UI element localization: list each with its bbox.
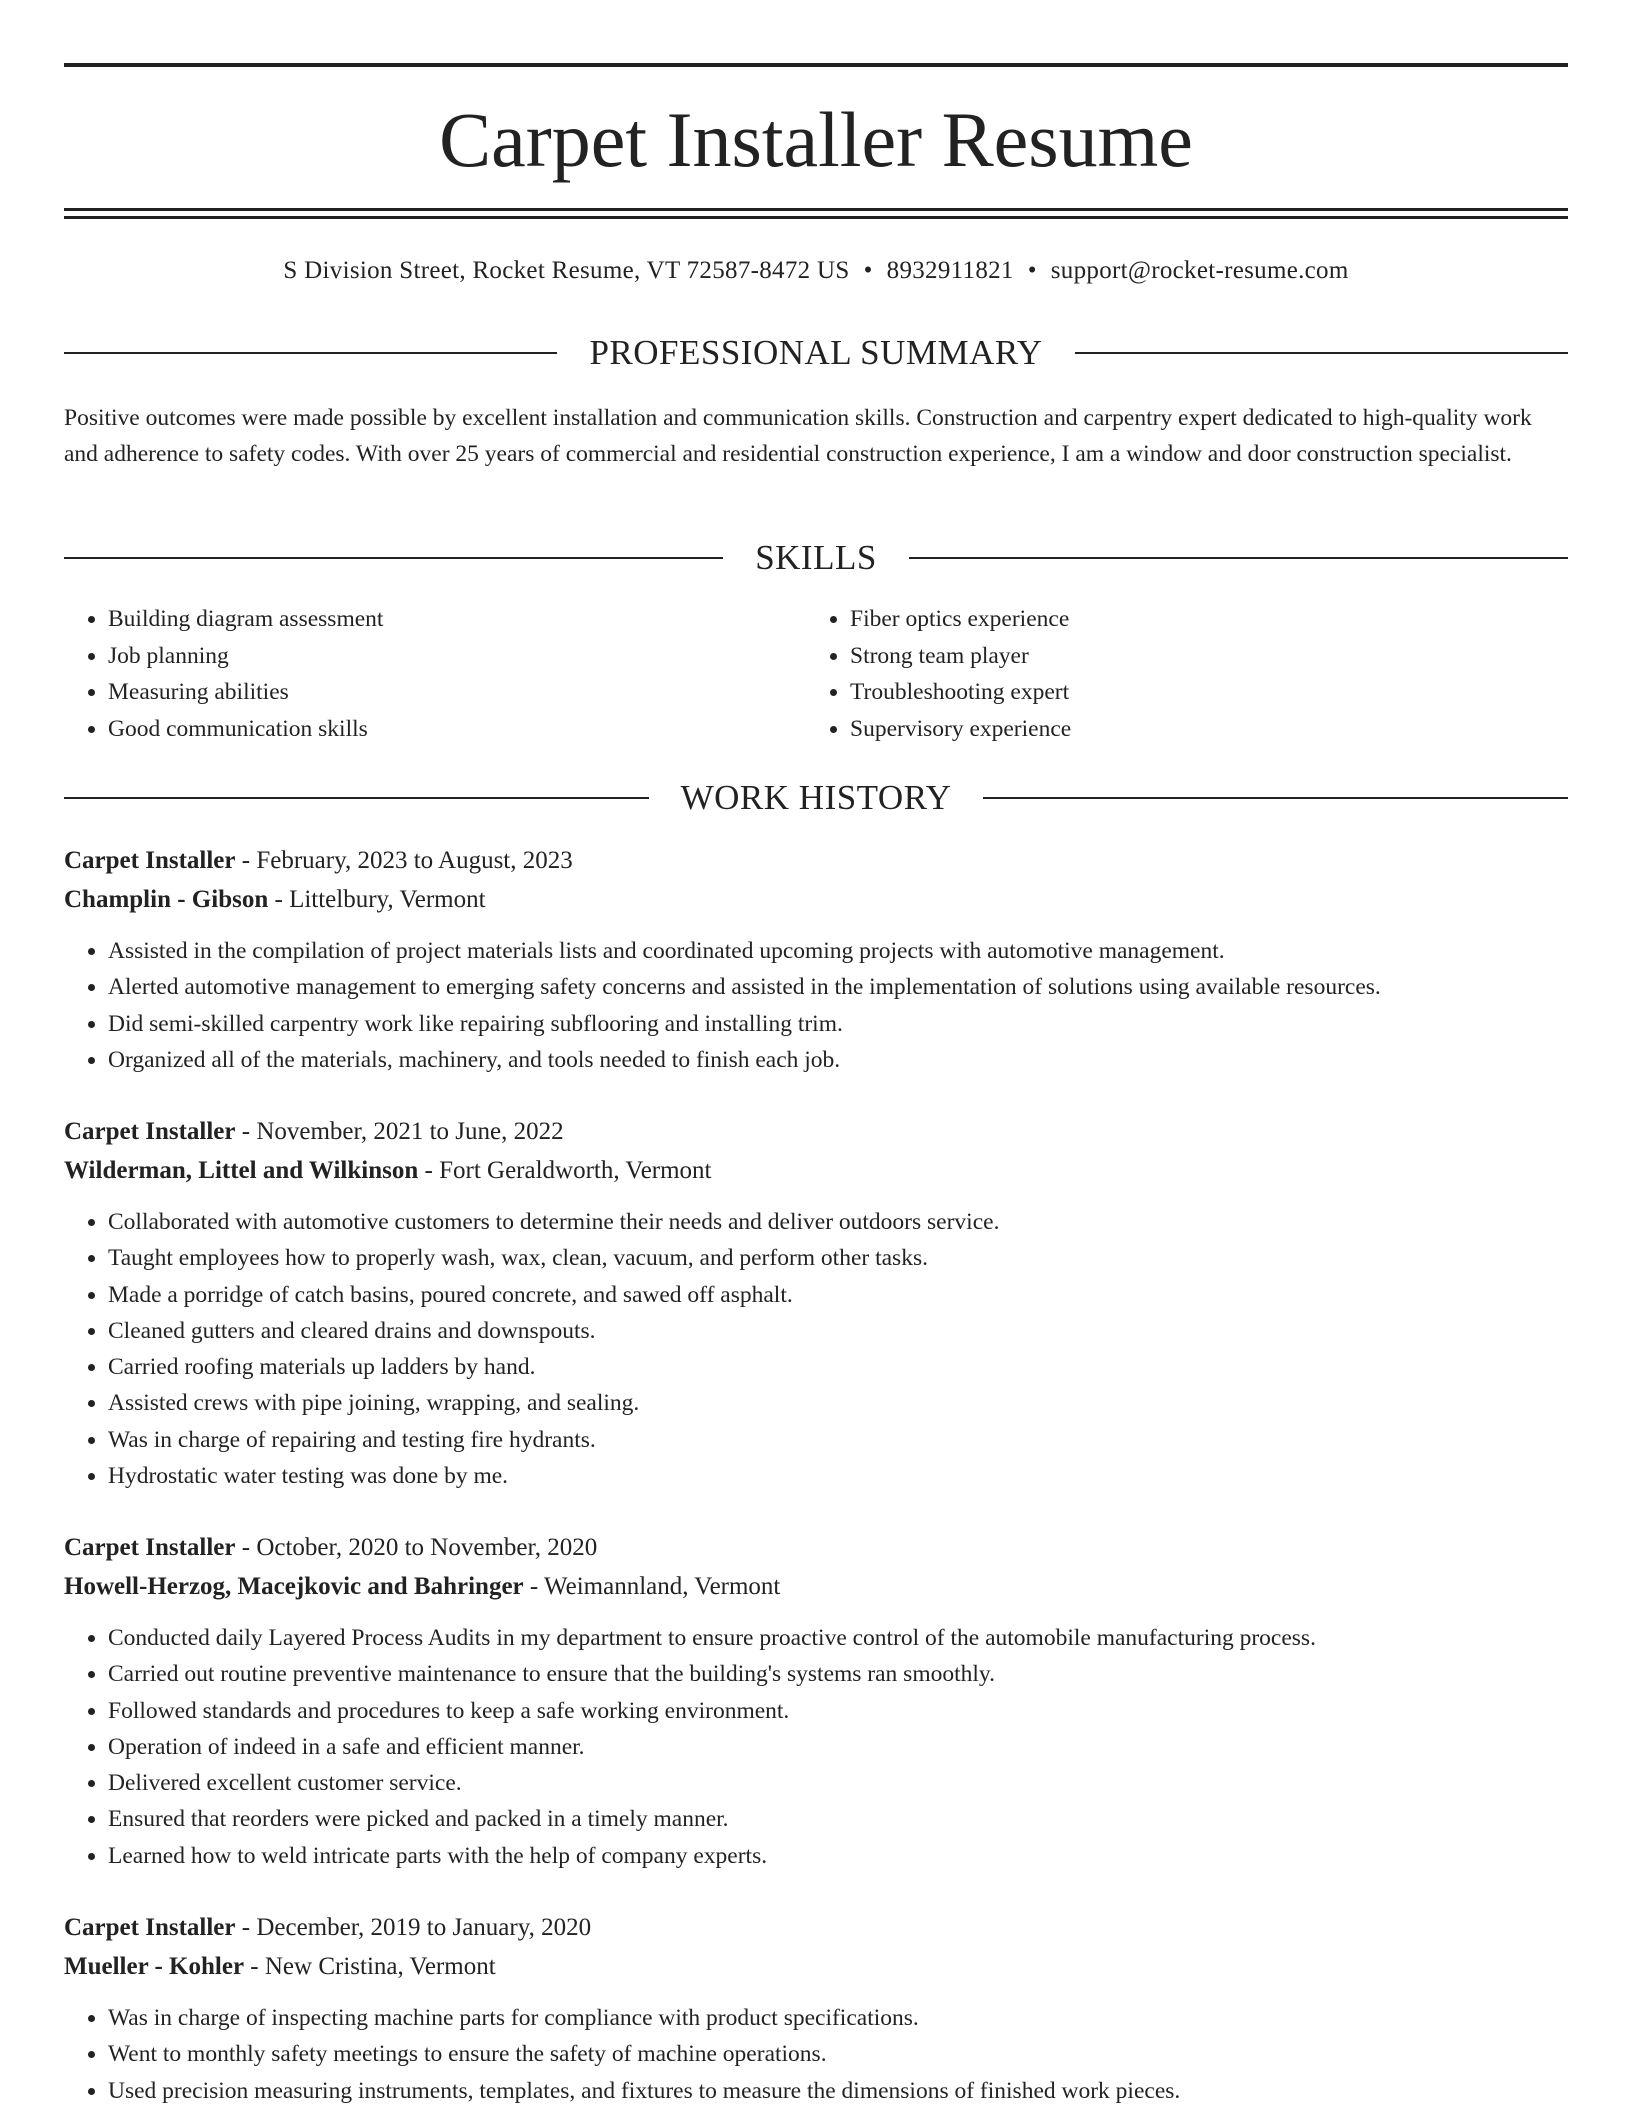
job-company: Howell-Herzog, Macejkovic and Bahringer (64, 1573, 524, 1600)
title-bottom-rule (64, 208, 1568, 211)
skill-item: • Measuring abilities (108, 674, 806, 711)
duty-item: • Was in charge of inspecting machine parts for compliance with product specifications. (108, 2000, 1568, 2036)
job-company-line (64, 1568, 1568, 1606)
section-heading-work-history (64, 776, 1568, 820)
title-bottom-rule-double (64, 216, 1568, 219)
duty-item: • Carried roofing materials up ladders by hand. (108, 1349, 1568, 1385)
section-rule-left (64, 797, 649, 799)
job-title-line (64, 842, 1568, 880)
contact-separator: • (863, 257, 873, 284)
duty-item: • Used precision measuring instruments, templates, and fixtures to measure the dimensions of finished work pieces. (108, 2073, 1568, 2109)
contact-email: support@rocket-resume.com (1050, 257, 1349, 284)
work-entry (64, 842, 1568, 1078)
skill-item: • Strong team player (850, 638, 1548, 675)
duty-item: • Learned how to weld intricate parts with the help of company experts. (108, 1838, 1568, 1874)
job-dates: - December, 2019 to January, 2020 (235, 1914, 592, 1941)
duty-item: • Alerted automotive management to emerging safety concerns and assisted in the implementation of solutions using available resources. (108, 969, 1568, 1005)
section-rule-left (64, 352, 557, 354)
job-dates: - November, 2021 to June, 2022 (235, 1118, 564, 1145)
job-title-line (64, 1529, 1568, 1567)
skill-item: • Supervisory experience (850, 711, 1548, 748)
duty-item: • Followed standards and procedures to keep a safe working environment. (108, 1693, 1568, 1729)
job-title-line (64, 1113, 1568, 1151)
job-company-line (64, 881, 1568, 919)
contact-phone: 8932911821 (886, 257, 1014, 284)
job-company-line (64, 1948, 1568, 1986)
duty-item: • Carried out routine preventive maintenance to ensure that the building's systems ran smoothly. (108, 1656, 1568, 1692)
skill-item: • Building diagram assessment (108, 601, 806, 638)
duty-item: • Cleaned gutters and cleared drains and downspouts. (108, 1313, 1568, 1349)
duty-item: • Was in charge of repairing and testing fire hydrants. (108, 1422, 1568, 1458)
job-duties (64, 2000, 1568, 2109)
duty-item: • Operation of indeed in a safe and efficient manner. (108, 1729, 1568, 1765)
job-title: Carpet Installer (64, 1914, 236, 1941)
job-company: Mueller - Kohler (64, 1953, 245, 1980)
duty-item: • Assisted in the compilation of project materials lists and coordinated upcoming projects with automotive management. (108, 933, 1568, 969)
section-title: WORK HISTORY (680, 778, 952, 817)
skills-column-right (806, 601, 1548, 747)
duty-item: • Taught employees how to properly wash, wax, clean, vacuum, and perform other tasks. (108, 1240, 1568, 1276)
job-dates: - October, 2020 to November, 2020 (235, 1534, 598, 1561)
section-rule-right (1075, 352, 1568, 354)
skills-list (64, 601, 1568, 747)
section-rule-right (909, 557, 1568, 559)
duty-item: • Hydrostatic water testing was done by me. (108, 1458, 1568, 1494)
skill-item: • Troubleshooting expert (850, 674, 1548, 711)
duty-item: • Ensured that reorders were picked and packed in a timely manner. (108, 1801, 1568, 1837)
job-company: Champlin - Gibson (64, 886, 269, 913)
job-company-line (64, 1152, 1568, 1190)
contact-address: S Division Street, Rocket Resume, VT 72587-8472 US (283, 257, 850, 284)
work-entry (64, 1529, 1568, 1874)
section-rule-left (64, 557, 723, 559)
job-title: Carpet Installer (64, 1118, 236, 1145)
job-title-line (64, 1909, 1568, 1947)
professional-summary-text: Positive outcomes were made possible by excellent installation and communication skills. Construction and carpentry expert dedicated to high-quality work and adherence to safety codes. With over 25 years of commercial and residential construction experience, I am a window and door construction specialist. (64, 405, 1532, 467)
job-location: - New Cristina, Vermont (244, 1953, 496, 1980)
duty-item: • Did semi-skilled carpentry work like repairing subflooring and installing trim. (108, 1006, 1568, 1042)
job-title: Carpet Installer (64, 847, 236, 874)
duty-item: • Collaborated with automotive customers to determine their needs and deliver outdoors service. (108, 1204, 1568, 1240)
work-entry (64, 1909, 1568, 2109)
contact-separator: • (1027, 257, 1037, 284)
title-top-rule (64, 63, 1568, 67)
duty-item: • Delivered excellent customer service. (108, 1765, 1568, 1801)
section-heading-skills (64, 536, 1568, 580)
job-duties (64, 933, 1568, 1078)
skill-item: • Job planning (108, 638, 806, 675)
duty-item: • Made a porridge of catch basins, poured concrete, and sawed off asphalt. (108, 1277, 1568, 1313)
section-rule-right (983, 797, 1568, 799)
skills-column-left (64, 601, 806, 747)
job-company: Wilderman, Littel and Wilkinson (64, 1157, 419, 1184)
job-dates: - February, 2023 to August, 2023 (235, 847, 573, 874)
job-duties (64, 1620, 1568, 1874)
duty-item: • Went to monthly safety meetings to ensure the safety of machine operations. (108, 2036, 1568, 2072)
work-entry (64, 1113, 1568, 1494)
duty-item: • Conducted daily Layered Process Audits in my department to ensure proactive control of the automobile manufacturing process. (108, 1620, 1568, 1656)
job-location: - Littelbury, Vermont (268, 886, 486, 913)
resume-title: Carpet Installer Resume (439, 96, 1193, 183)
section-title: PROFESSIONAL SUMMARY (589, 333, 1043, 372)
duty-item: • Assisted crews with pipe joining, wrapping, and sealing. (108, 1385, 1568, 1421)
job-location: - Weimannland, Vermont (523, 1573, 781, 1600)
job-title: Carpet Installer (64, 1534, 236, 1561)
section-title: SKILLS (755, 538, 877, 577)
skill-item: • Fiber optics experience (850, 601, 1548, 638)
duty-item: • Organized all of the materials, machinery, and tools needed to finish each job. (108, 1042, 1568, 1078)
section-heading-summary (64, 331, 1568, 375)
skill-item: • Good communication skills (108, 711, 806, 748)
job-duties (64, 1204, 1568, 1494)
job-location: - Fort Geraldworth, Vermont (418, 1157, 712, 1184)
contact-line (64, 254, 1568, 288)
